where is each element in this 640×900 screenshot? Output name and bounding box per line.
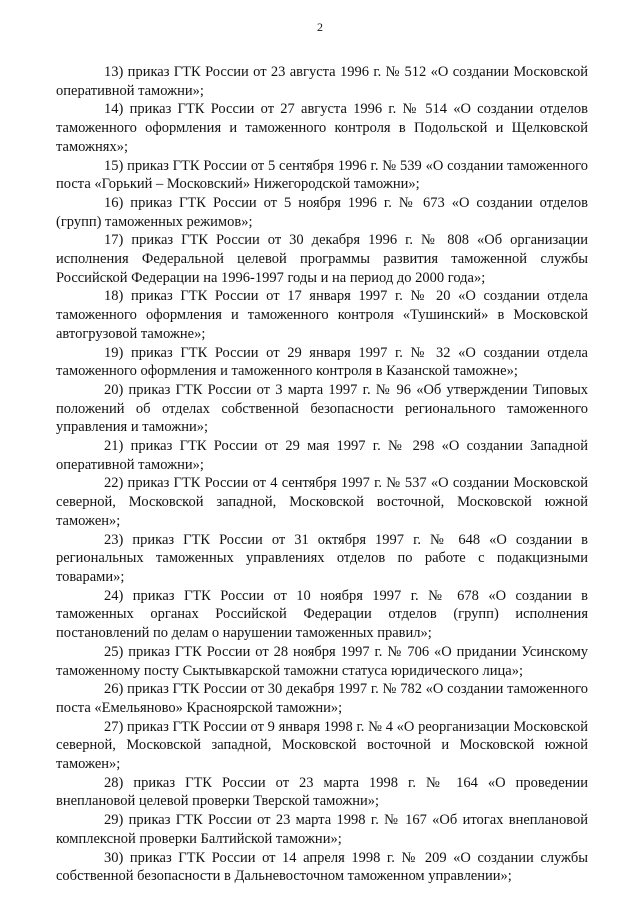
list-item: 21) приказ ГТК России от 29 мая 1997 г. № 298 «О создании Западной оперативной таможни»; xyxy=(56,438,588,473)
list-item: 13) приказ ГТК России от 23 августа 1996 г. № 512 «О создании Московской оперативной таможни»; xyxy=(56,64,588,99)
list-item: 19) приказ ГТК России от 29 января 1997 г. № 32 «О создании отдела таможенного оформления и таможенного контроля в Казанской таможне»; xyxy=(56,344,588,380)
list-item: 22) приказ ГТК России от 4 сентября 1997 г. № 537 «О создании Московской северной, Московской западной, Московской восточной, Московской южной таможен»; xyxy=(56,475,588,529)
list-item: 18) приказ ГТК России от 17 января 1997 г. № 20 «О создании отдела таможенного оформления и таможенного контроля «Тушинский» в Московской автогрузовой таможне»; xyxy=(56,288,588,342)
list-item: 16) приказ ГТК России от 5 ноября 1996 г. № 673 «О создании отделов (групп) таможенных режимов»; xyxy=(56,194,588,230)
list-item: 17) приказ ГТК России от 30 декабря 1996 г. № 808 «Об организации исполнения Федеральной целевой программы развития таможенной службы Российской Федерации на 1996-1997 годы и на период до 2000 года»; xyxy=(56,232,588,286)
list-item: 26) приказ ГТК России от 30 декабря 1997 г. № 782 «О создании таможенного поста «Емельяново» Красноярской таможни»; xyxy=(56,681,588,716)
list-item: 29) приказ ГТК России от 23 марта 1998 г. № 167 «Об итогах внеплановой комплексной проверки Балтийской таможни»; xyxy=(56,812,588,847)
page-number: 2 xyxy=(317,20,323,34)
list-item: 20) приказ ГТК России от 3 марта 1997 г. № 96 «Об утверждении Типовых положений об отделах собственной безопасности регионального таможенного управления и таможни»; xyxy=(56,381,588,436)
list-item: 24) приказ ГТК России от 10 ноября 1997 г. № 678 «О создании в таможенных органах Российской Федерации отделов (групп) исполнения постановлений по делам о нарушении таможенных правил»; xyxy=(56,587,588,642)
list-item: 15) приказ ГТК России от 5 сентября 1996 г. № 539 «О создании таможенного поста «Горький – Московский» Нижегородской таможни»; xyxy=(56,157,588,193)
list-item: 28) приказ ГТК России от 23 марта 1998 г. № 164 «О проведении внеплановой целевой проверки Тверской таможни»; xyxy=(56,774,588,810)
list-item: 30) приказ ГТК России от 14 апреля 1998 г. № 209 «О создании службы собственной безопасности в Дальневосточном таможенном управлении»; xyxy=(56,849,588,885)
list-item: 25) приказ ГТК России от 28 ноября 1997 г. № 706 «О придании Усинскому таможенному посту Сыктывкарской таможни статуса юридического лица»; xyxy=(56,643,588,679)
list-item: 23) приказ ГТК России от 31 октября 1997 г. № 648 «О создании в региональных таможенных управлениях отделов по работе с подакцизными товарами»; xyxy=(56,531,588,585)
list-item: 27) приказ ГТК России от 9 января 1998 г. № 4 «О реорганизации Московской северной, Московской западной, Московской восточной и Московской южной таможен»; xyxy=(56,718,588,773)
list-item: 14) приказ ГТК России от 27 августа 1996 г. № 514 «О создании отделов таможенного оформления и таможенного контроля в Подольской и Щелковской таможнях»; xyxy=(56,101,588,155)
order-list xyxy=(56,63,588,886)
